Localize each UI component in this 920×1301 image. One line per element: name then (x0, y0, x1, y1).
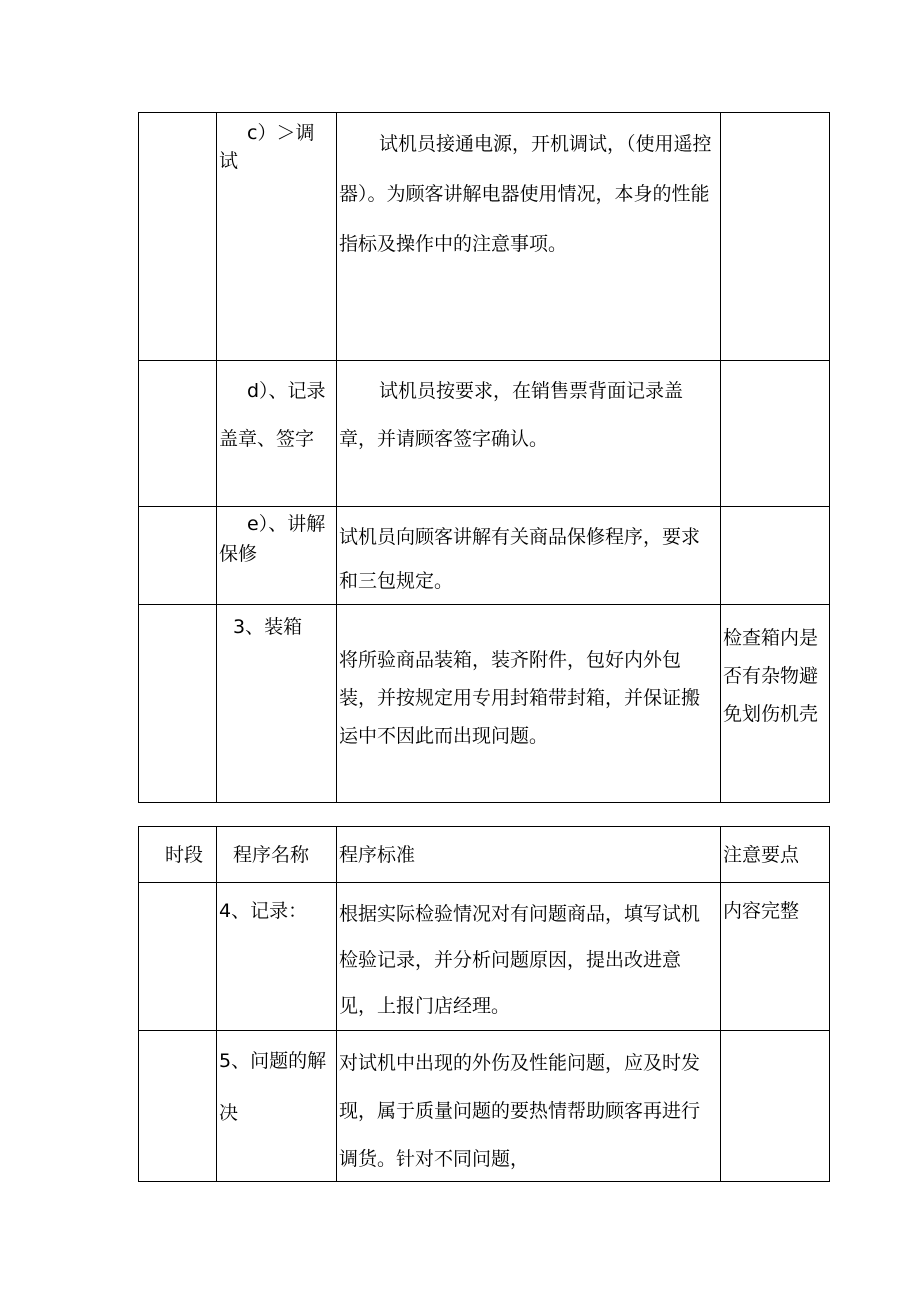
procedure-standard-cell (337, 883, 721, 1030)
header-note-label: 注意要点 (723, 844, 800, 866)
note-text: 内容完整 (723, 900, 800, 922)
note-cell (721, 113, 829, 360)
table-row (139, 507, 829, 605)
table-row (139, 1031, 829, 1181)
procedure-standard: 试机员按要求，在销售票背面记录盖章，并请顾客签字确认。 (339, 380, 684, 450)
procedure-standard-cell (337, 113, 721, 360)
period-cell (139, 507, 217, 604)
header-procedure-standard (337, 827, 721, 882)
period-cell (139, 113, 217, 360)
table-row (139, 605, 829, 802)
procedure-standard: 将所验商品装箱，装齐附件，包好内外包装，并按规定用专用封箱带封箱，并保证搬运中不因此而出现问题。 (339, 649, 701, 747)
period-cell (139, 883, 217, 1030)
period-cell (139, 605, 217, 802)
header-period-label: 时段 (165, 844, 204, 866)
procedure-standard-cell (337, 1031, 721, 1181)
procedure-name: e）、讲解保修 (219, 513, 326, 565)
procedure-standard: 试机员向顾客讲解有关商品保修程序，要求和三包规定。 (339, 526, 701, 592)
procedure-standard-cell (337, 507, 721, 604)
header-procedure-standard-label: 程序标准 (339, 844, 416, 866)
procedure-standard: 根据实际检验情况对有问题商品，填写试机检验记录，并分析问题原因，提出改进意见，上报门店经理。 (339, 903, 701, 1017)
note-cell (721, 507, 829, 604)
note-text: 检查箱内是否有杂物避免划伤机壳 (723, 627, 819, 725)
procedure-name-cell (217, 883, 337, 1030)
procedure-standard: 对试机中出现的外伤及性能问题，应及时发现，属于质量问题的要热情帮助顾客再进行调货。针对不同问题， (339, 1052, 701, 1170)
procedure-name: 4、记录： (219, 900, 308, 922)
procedure-standard: 试机员接通电源，开机调试，（使用遥控器）。为顾客讲解电器使用情况，本身的性能指标及操作中的注意事项。 (339, 133, 712, 255)
procedure-name-cell (217, 113, 337, 360)
procedure-name-cell (217, 361, 337, 506)
note-cell (721, 361, 829, 506)
period-cell (139, 1031, 217, 1181)
procedure-name: 3、装箱 (233, 616, 303, 638)
table-header-row (139, 827, 829, 883)
table-row (139, 113, 829, 361)
note-cell (721, 1031, 829, 1181)
procedure-name: 5、问题的解决 (219, 1050, 327, 1124)
header-procedure-name (217, 827, 337, 882)
note-cell (721, 605, 829, 802)
procedure-standard-cell (337, 361, 721, 506)
procedure-name: c）＞调试 (219, 122, 315, 172)
procedure-table-2 (138, 826, 830, 1182)
procedure-standard-cell (337, 605, 721, 802)
note-cell (721, 883, 829, 1030)
procedure-name-cell (217, 605, 337, 802)
header-note (721, 827, 829, 882)
procedure-name-cell (217, 507, 337, 604)
table-row (139, 883, 829, 1031)
procedure-name: d）、记录盖章、签字 (219, 380, 326, 450)
period-cell (139, 361, 217, 506)
procedure-table-1 (138, 112, 830, 803)
procedure-name-cell (217, 1031, 337, 1181)
header-procedure-name-label: 程序名称 (233, 844, 310, 866)
header-period (139, 827, 217, 882)
table-row (139, 361, 829, 507)
